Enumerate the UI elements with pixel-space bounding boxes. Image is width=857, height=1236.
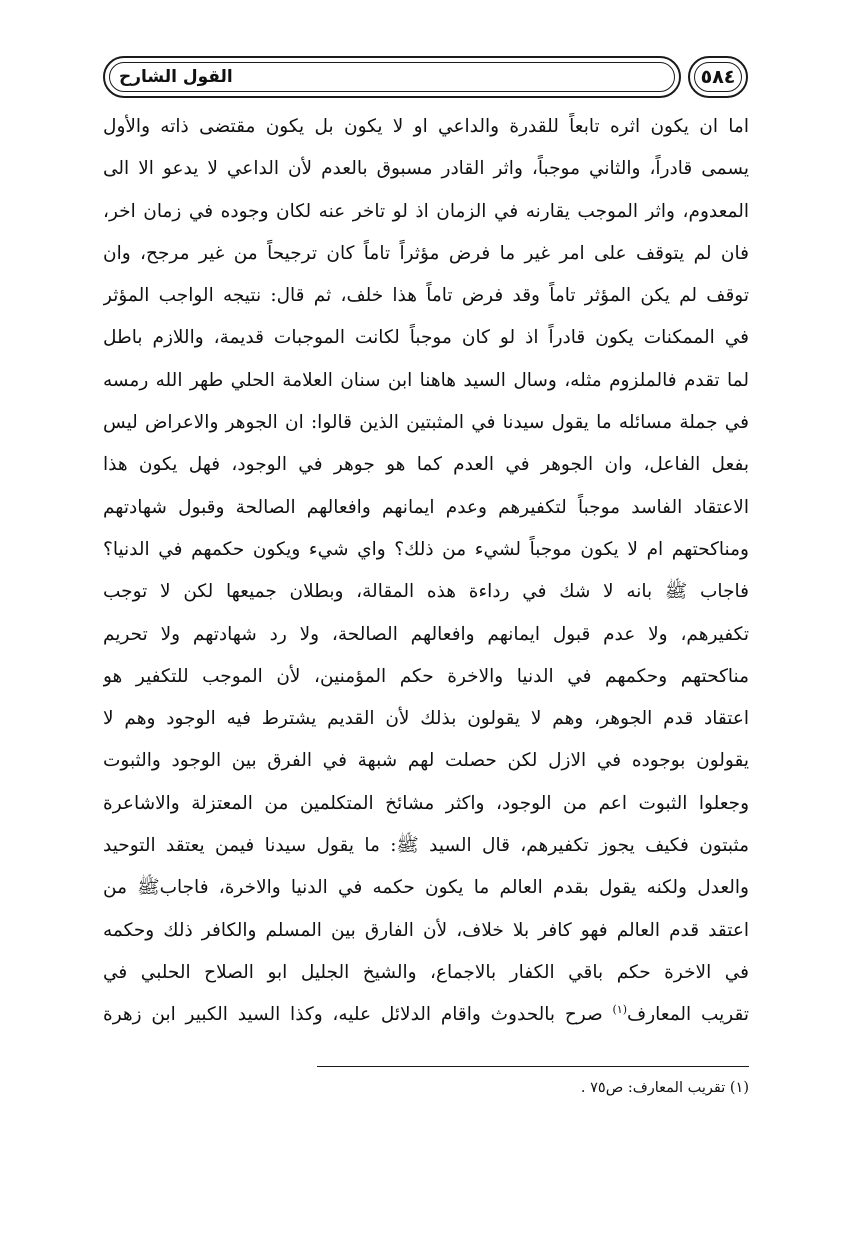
page-number: ٥٨٤ bbox=[700, 66, 736, 88]
text-line-15: اعتقاد قدم الجوهر، وهم لا يقولون بذلك لأن القديم يشترط فيه الوجود وهم لا bbox=[103, 708, 749, 730]
text-line-10: الاعتقاد الفاسد موجباً لتكفيرهم وعدم ايمانهم وافعالهم الصالحة وقبول شهادتهم bbox=[103, 496, 749, 518]
text-line-12: فاجاب ﷺ بانه لا شك في رداءة هذه المقالة، وبطلان جميعها لكن لا توجب bbox=[103, 581, 749, 603]
text-line-3: المعدوم، واثر الموجب يقارنه في الزمان اذ لو تاخر عنه لكان وجوده في زمان اخر، bbox=[103, 200, 749, 222]
footnote: (١) تقريب المعارف: ص٧٥ . bbox=[580, 1080, 749, 1096]
footnote-marker: (١) bbox=[612, 1003, 628, 1017]
header-title-frame bbox=[103, 56, 681, 98]
text-line-16: يقولون بوجوده في الازل لكن حصلت لهم شبهة في الفرق بين الوجود والثبوت bbox=[103, 750, 749, 772]
text-line-21: في الاخرة حكم باقي الكفار بالاجماع، والشيخ الجليل ابو الصلاح الحلبي في bbox=[103, 961, 749, 983]
text-line-18: مثبتون فكيف يجوز تكفيرهم، قال السيد ﷺ: ما يقول سيدنا فيمن يعتقد التوحيد bbox=[103, 835, 749, 857]
text-line-13: تكفيرهم، ولا عدم قبول ايمانهم وافعالهم الصالحة، ولا رد شهادتهم ولا تحريم bbox=[103, 623, 749, 645]
text-line-11: ومناكحتهم ام لا يكون موجباً لشيء من ذلك؟ واي شيء ويكون حكمهم في الدنيا؟ bbox=[103, 538, 749, 560]
text-line-9: بفعل الفاعل، وان الجوهر في العدم كما هو جوهر في الوجود، فهل يكون هذا bbox=[103, 454, 749, 476]
text-line-4: فان لم يتوقف على امر غير ما فرض مؤثراً تاماً كان ترجيحاً من غير مرجح، وان bbox=[103, 242, 749, 264]
footnote-divider bbox=[317, 1066, 749, 1067]
text-line-6: في الممكنات يكون قادراً اذ لو كان موجباً لكانت الموجبات قديمة، واللازم باطل bbox=[103, 327, 749, 349]
book-title: القول الشارح bbox=[119, 67, 233, 87]
text-line-14: مناكحتهم وحكمهم في الدنيا والاخرة حكم المؤمنين، لأن الموجب للتكفير هو bbox=[103, 665, 749, 687]
text-line-8: في جملة مسائله ما يقول سيدنا في المثبتين الذين قالوا: ان الجوهر والاعراض ليس bbox=[103, 412, 749, 434]
page-number-frame bbox=[688, 56, 748, 98]
page-header bbox=[103, 56, 748, 102]
text-line-22 bbox=[103, 994, 749, 1036]
text-line-19: والعدل ولكنه يقول بقدم العالم ما يكون حكمه في الدنيا والاخرة، فاجابﷺ من bbox=[103, 877, 749, 899]
text-line-2: يسمى قادراً، والثاني موجباً، واثر القادر مسبوق بالعدم لأن الداعي لا يدعو الا الى bbox=[103, 158, 749, 180]
text-line-17: وجعلوا الثبوت اعم من الوجود، واكثر مشائخ المتكلمين من المعتزلة والاشاعرة bbox=[103, 792, 749, 814]
text-line-1: اما ان يكون اثره تابعاً للقدرة والداعي او لا يكون بل يكون مقتضى ذاته والأول bbox=[103, 116, 749, 137]
text-line-22-rest: صرح بالحدوث واقام الدلائل عليه، وكذا السيد الكبير ابن زهرة bbox=[103, 1004, 613, 1026]
main-text bbox=[103, 106, 749, 1037]
text-line-5: توقف لم يكن المؤثر تاماً وقد فرض تاماً هذا خلف، ثم قال: نتيجه الواجب المؤثر bbox=[103, 285, 749, 307]
reference-title: تقريب المعارف bbox=[627, 1004, 749, 1026]
text-line-20: اعتقد قدم العالم فهو كافر بلا خلاف، لأن الفارق بين المسلم والكافر ذلك وحكمه bbox=[103, 919, 749, 941]
text-line-7: لما تقدم فالملزوم مثله، وسال السيد هاهنا ابن سنان العلامة الحلي طهر الله رمسه bbox=[103, 369, 749, 391]
